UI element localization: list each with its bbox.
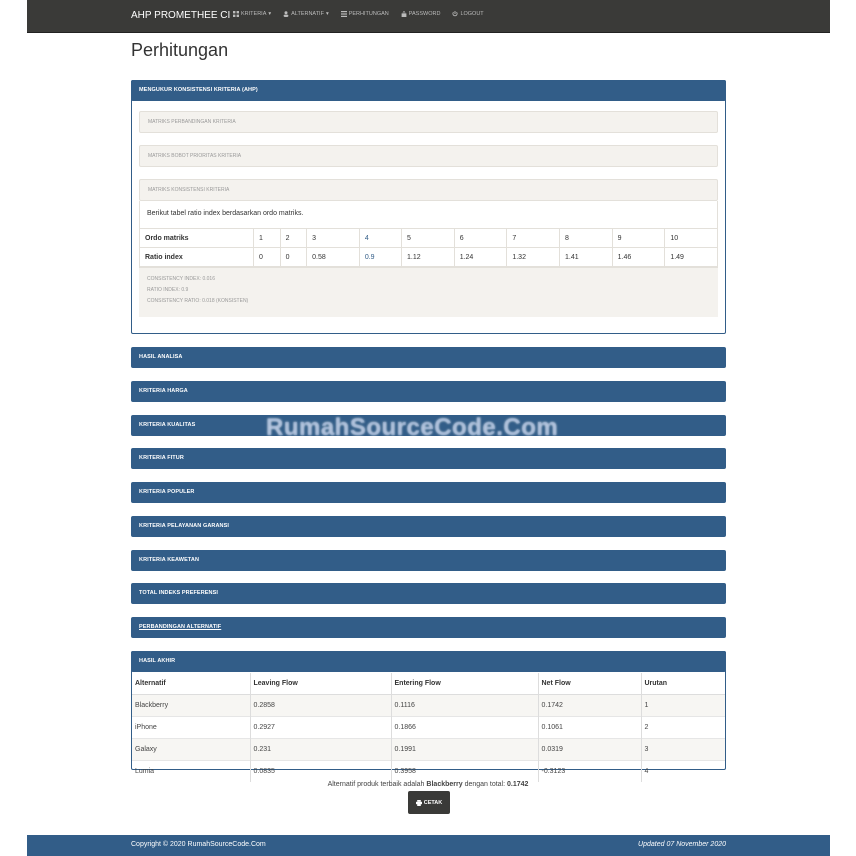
table-cell: 0.1061 [538,717,641,739]
table-row [132,761,725,783]
panel-kriteria-keawetan[interactable]: KRITERIA KEAWETAN [131,550,726,571]
table-cell: 0.1116 [391,695,538,717]
panel-perbandingan-alternatif[interactable] [131,617,726,638]
grid-icon [233,11,239,17]
ratio-cell: 1.49 [665,248,718,267]
column-header: Entering Flow [391,673,538,695]
table-cell: 0.2927 [250,717,391,739]
panel-kriteria-kualitas[interactable]: KRITERIA KUALITAS [131,415,726,436]
table-row [132,695,725,717]
power-icon [452,11,458,17]
list-icon [341,11,347,17]
ratio-index-table [139,228,718,267]
sub-panel-bobot[interactable]: MATRIKS BOBOT PRIORITAS KRITERIA [139,145,718,167]
ratio-cell: 0 [254,248,281,267]
ordo-cell: 5 [402,229,455,248]
caret-down-icon: ▾ [325,11,329,17]
table-cell: 0.0835 [250,761,391,783]
nav-label: KRITERIA [241,11,267,17]
panel-link[interactable]: PERBANDINGAN ALTERNATIF [139,624,222,630]
table-cell: 3 [641,739,725,761]
table-cell: 0.2858 [250,695,391,717]
best-alternative: Blackberry [426,781,463,788]
table-cell: 0.1742 [538,695,641,717]
ordo-cell: 7 [507,229,560,248]
ahp-panel-header[interactable]: MENGUKUR KONSISTENSI KRITERIA (AHP) [131,80,726,101]
ordo-cell: 3 [307,229,360,248]
nav-item-password[interactable] [401,11,441,17]
ratio-description: Berikut tabel ratio index berdasarkan ordo matriks. [147,210,304,217]
table-cell: 0.1991 [391,739,538,761]
table-cell: Lumia [132,761,250,783]
ratio-label: Ratio index [140,248,254,267]
table-cell: Blackberry [132,695,250,717]
ordo-cell: 4 [359,229,401,248]
table-cell: 0.0319 [538,739,641,761]
nav-item-kriteria[interactable] [233,11,271,17]
ratio-cell: 0 [280,248,307,267]
consistency-ratio: CONSISTENCY RATIO: 0.018 (KONSISTEN) [147,298,249,304]
ratio-cell: 0.9 [359,248,401,267]
ordo-cell: 9 [612,229,665,248]
user-icon [283,11,289,17]
panel-kriteria-populer[interactable]: KRITERIA POPULER [131,482,726,503]
caret-down-icon: ▾ [268,11,272,17]
summary-middle: dengan total: [464,781,506,788]
table-cell: iPhone [132,717,250,739]
table-row [132,717,725,739]
nav-item-logout[interactable] [452,11,483,17]
table-cell: 0.231 [250,739,391,761]
ordo-cell: 6 [454,229,507,248]
updated-date: Updated 07 November 2020 [638,841,726,848]
nav-item-alternatif[interactable] [283,11,329,17]
table-cell: Galaxy [132,739,250,761]
consistency-index: CONSISTENCY INDEX: 0.016 [147,276,215,282]
panel-kriteria-pelayanan-garansi[interactable]: KRITERIA PELAYANAN GARANSI [131,516,726,537]
ordo-label: Ordo matriks [140,229,254,248]
ratio-cell: 1.24 [454,248,507,267]
result-panel-header[interactable]: HASIL AKHIR [131,651,726,672]
panel-total-indeks-preferensi[interactable]: TOTAL INDEKS PREFERENSI [131,583,726,604]
ordo-cell: 2 [280,229,307,248]
column-header: Urutan [641,673,725,695]
ratio-cell: 1.32 [507,248,560,267]
navbar [27,0,830,33]
panel-hasil-analisa[interactable]: HASIL ANALISA [131,347,726,368]
page-footer [27,835,830,856]
ratio-index: RATIO INDEX: 0.9 [147,287,189,293]
table-row [132,739,725,761]
consistency-summary [139,267,718,317]
ratio-cell: 1.12 [402,248,455,267]
ratio-cell: 0.58 [307,248,360,267]
best-total: 0.1742 [507,781,529,788]
nav-label: ALTERNATIF [291,11,324,17]
nav-menu [233,11,484,17]
best-alternative-summary [0,781,856,788]
column-header: Net Flow [538,673,641,695]
table-row [140,248,718,267]
ordo-cell: 8 [560,229,613,248]
nav-label: PERHITUNGAN [348,11,389,17]
nav-label: PASSWORD [408,11,441,17]
table-cell: 0.1866 [391,717,538,739]
table-cell: 0.3958 [391,761,538,783]
summary-prefix: Alternatif produk terbaik adalah [327,781,425,788]
nav-item-perhitungan[interactable] [341,11,389,17]
page-title: Perhitungan [131,40,229,60]
column-header: Alternatif [132,673,250,695]
table-cell: -0.3123 [538,761,641,783]
lock-icon [401,11,407,17]
table-header-row [132,673,725,695]
sub-panel-konsistensi[interactable]: MATRIKS KONSISTENSI KRITERIA [139,179,718,201]
table-cell: 1 [641,695,725,717]
print-button[interactable] [408,791,450,814]
panel-kriteria-fitur[interactable]: KRITERIA FITUR [131,448,726,469]
app-brand[interactable]: AHP PROMETHEE CI [131,10,231,21]
print-icon [416,800,422,806]
panel-kriteria-harga[interactable]: KRITERIA HARGA [131,381,726,402]
nav-label: LOGOUT [460,11,484,17]
watermark: RumahSourceCode.Com [266,414,559,441]
table-row [140,229,718,248]
ratio-cell: 1.41 [560,248,613,267]
table-cell: 2 [641,717,725,739]
table-cell: 4 [641,761,725,783]
sub-panel-perbandingan[interactable]: MATRIKS PERBANDINGAN KRITERIA [139,111,718,133]
column-header: Leaving Flow [250,673,391,695]
ordo-cell: 10 [665,229,718,248]
copyright: Copyright © 2020 RumahSourceCode.Com [131,841,266,848]
print-label: CETAK [423,799,443,806]
result-table [132,673,725,782]
ratio-cell: 1.46 [612,248,665,267]
ordo-cell: 1 [254,229,281,248]
